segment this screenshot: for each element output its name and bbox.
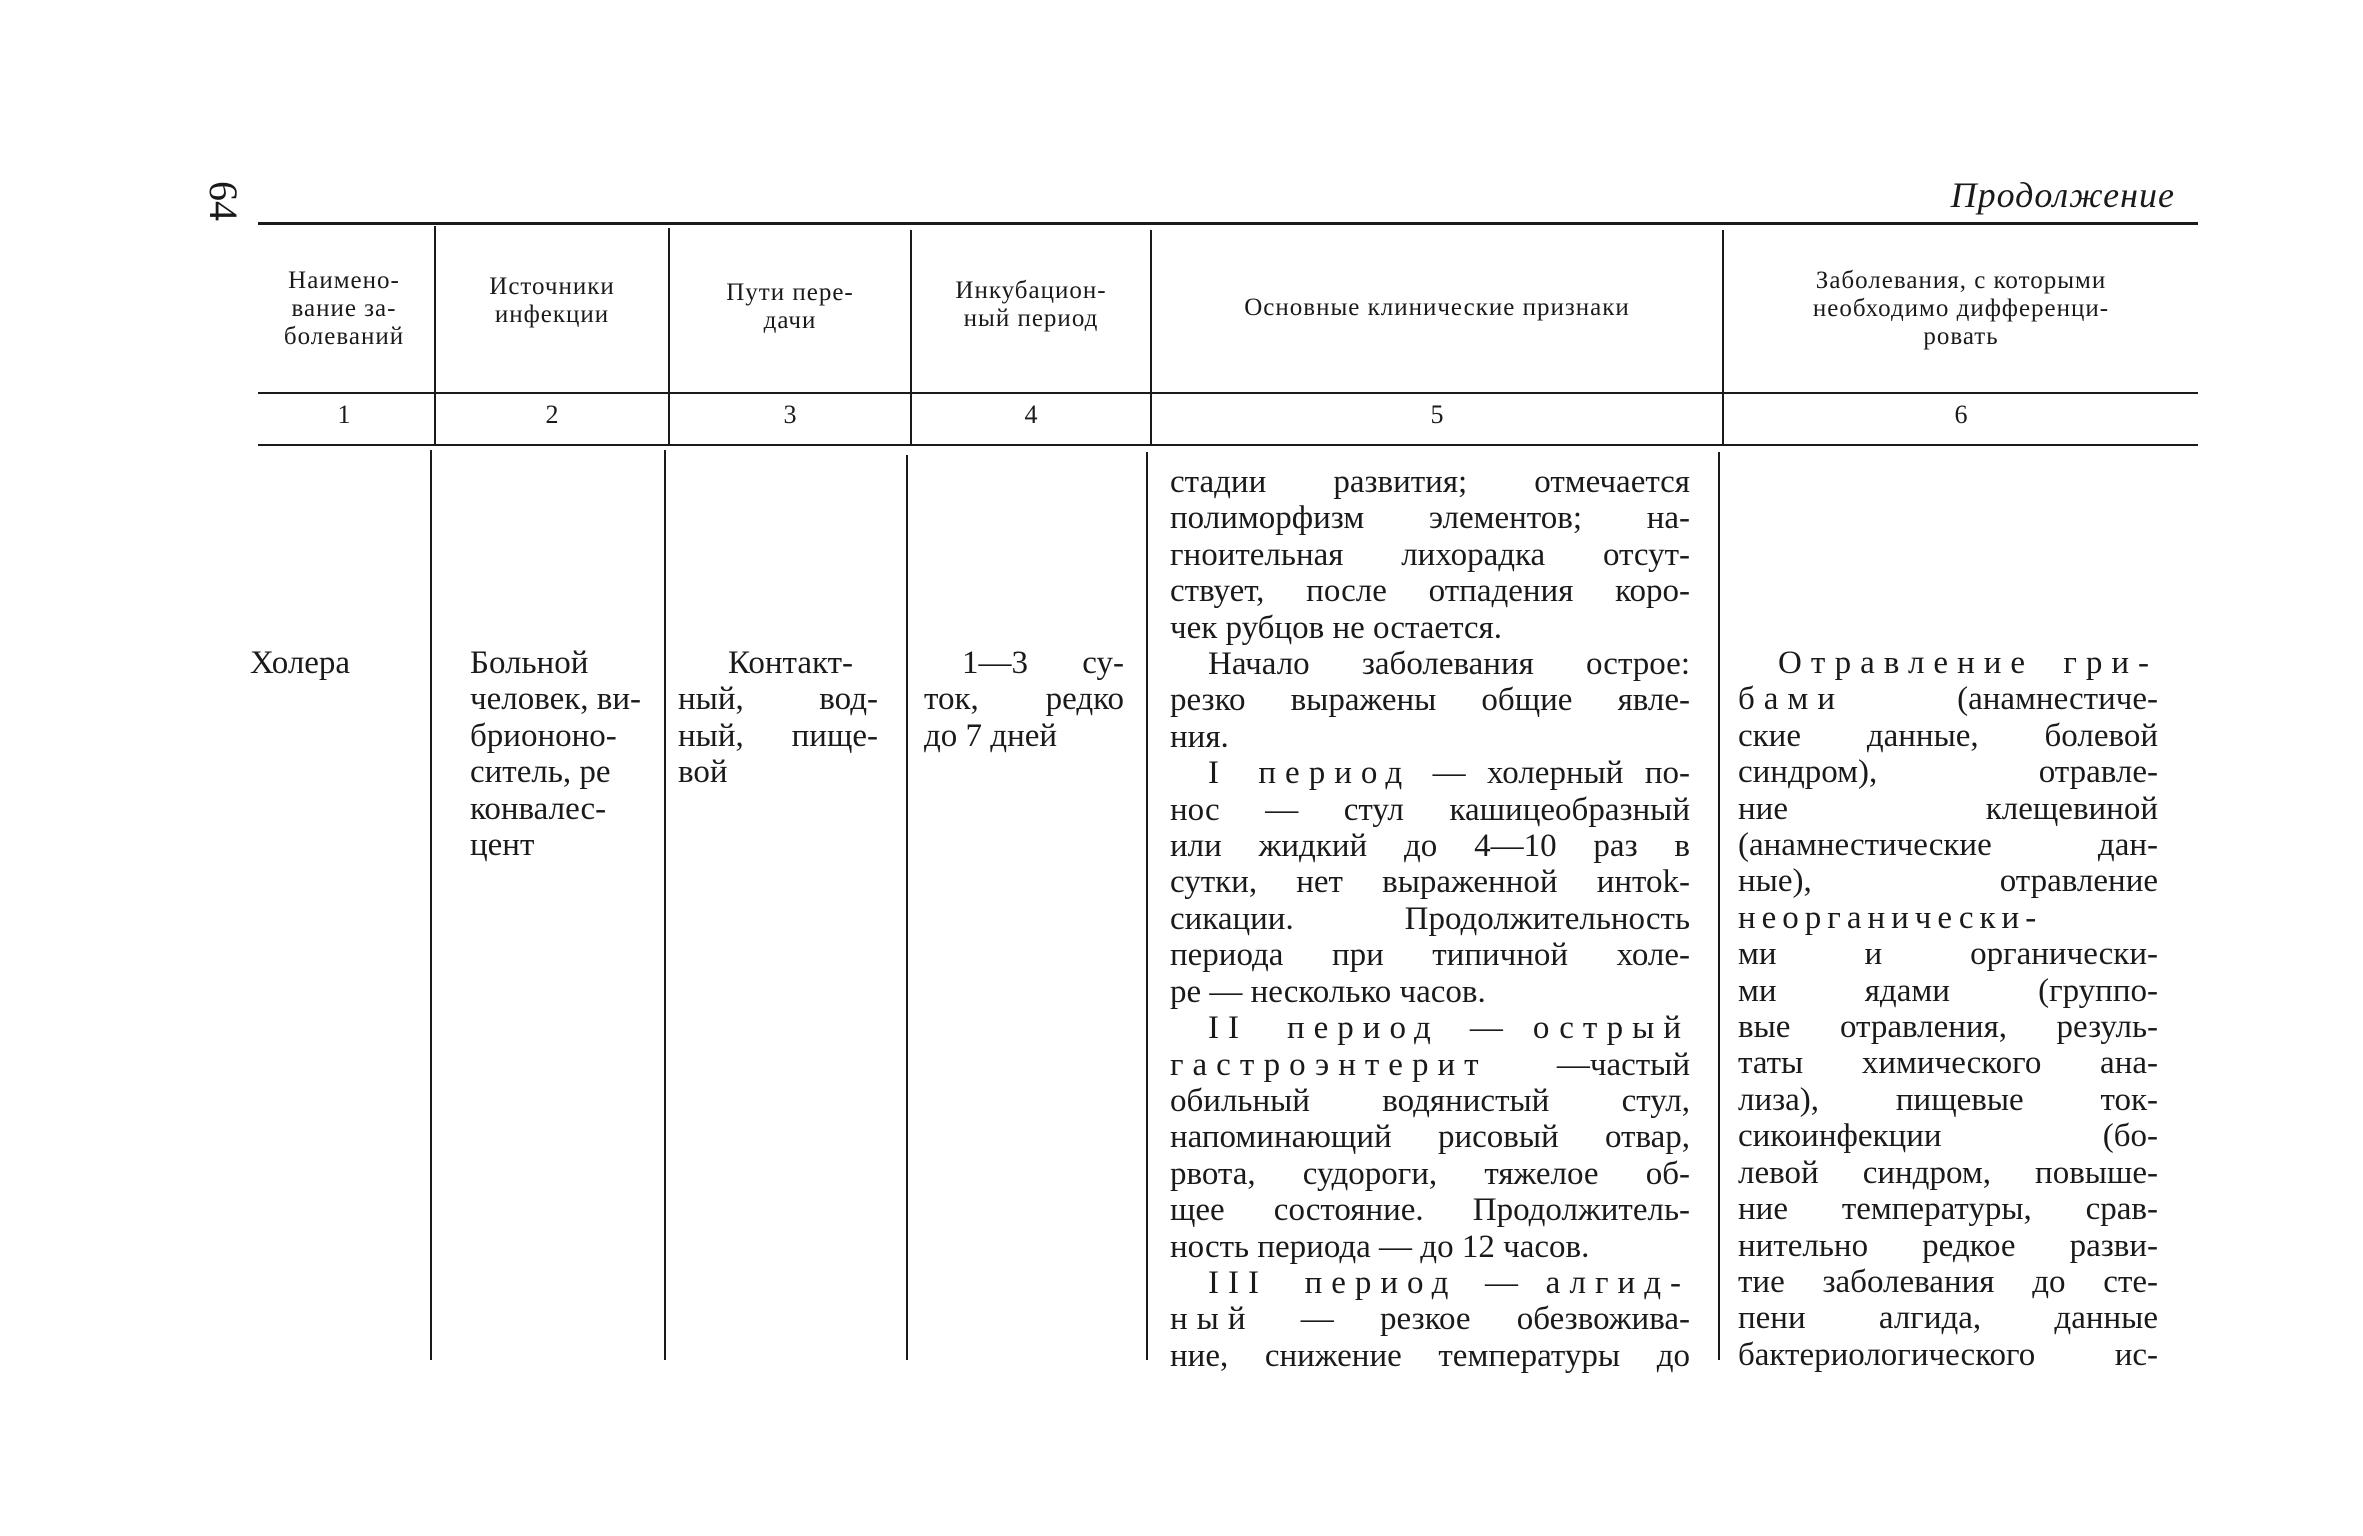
text-line: ситель, ре (470, 754, 611, 791)
header-differential (1724, 264, 2198, 354)
diff-line: ные), отравление (1738, 863, 2158, 900)
text-line: ре — несколько часов. (1170, 973, 1486, 1010)
period-3-after: — резкое обезвожива- (1300, 1301, 1690, 1338)
period-2-label: II период (1208, 1010, 1440, 1047)
dash: — (1485, 1264, 1518, 1301)
diff-line: вые отравления, резуль- (1738, 1009, 2158, 1046)
text-line: напоминающий рисовый отвар, (1170, 1119, 1690, 1156)
header-line: Источники (489, 273, 615, 300)
period-3-name-cont: ный (1170, 1301, 1255, 1338)
column-number: 2 (545, 400, 559, 429)
diff-line: сикоинфекции (бо- (1738, 1118, 2158, 1155)
text-line: 1—3 су- (962, 645, 1124, 681)
text-line: стадии развития; отмечается (1170, 464, 1690, 500)
text-line: щее состояние. Продолжитель- (1170, 1192, 1690, 1229)
header-line: болеваний (283, 323, 405, 350)
header-rule (258, 392, 2198, 394)
text-line: ствует, после отпадения коро- (1170, 573, 1690, 610)
infection-sources (470, 645, 650, 863)
period-3-name: алгид- (1545, 1264, 1690, 1301)
text-line: ность периода — до 12 часов. (1170, 1228, 1590, 1265)
column-number: 1 (337, 400, 351, 429)
text-line: гноительная лихорадка отсут- (1170, 536, 1690, 573)
text-line: ния. (1170, 718, 1229, 755)
diff-line: (анамнестические дан- (1738, 827, 2158, 864)
header-transmission (670, 276, 910, 338)
text-line: человек, ви- (470, 681, 642, 718)
text-line: цент (470, 827, 535, 864)
text-line: вой (678, 754, 728, 791)
period-3-heading (1170, 1265, 1690, 1301)
diff-line: бактериологического ис- (1738, 1336, 2158, 1373)
text-line: Контакт- (728, 645, 854, 681)
text-line: бриононо- (470, 717, 617, 754)
column-divider (1718, 452, 1720, 1360)
text-line: Начало заболевания острое: (1208, 646, 1690, 683)
text-line: периода при типичной холе- (1170, 937, 1690, 974)
incubation-period (924, 645, 1124, 754)
period-2-subheading (1170, 1047, 1690, 1083)
diff-text: (анамнестиче- (1957, 681, 2158, 718)
column-divider (664, 450, 666, 1360)
period-3-label: III период (1208, 1264, 1458, 1301)
diff-line: ние клещевиной (1738, 790, 2158, 827)
header-line: ровать (1923, 323, 1999, 350)
header-line: необходимо дифференци- (1812, 295, 2110, 322)
text-line: конвалес- (470, 790, 607, 827)
text-line: ток, редко (924, 681, 1124, 718)
table-top-rule (258, 222, 2198, 225)
text-line: рвота, судороги, тяжелое об- (1170, 1155, 1690, 1192)
text-line: сутки, нет выраженной интоk- (1170, 864, 1690, 901)
header-line: Пути пере- (726, 279, 854, 306)
period-1-name: холерный по- (1487, 755, 1690, 792)
text-line: ный, вод- (678, 681, 878, 718)
header-line: инфекции (494, 301, 610, 328)
header-line: Инкубацион- (955, 277, 1107, 304)
period-2-name: острый (1532, 1010, 1690, 1047)
column-number: 4 (1024, 400, 1038, 429)
text-line: обильный водянистый стул, (1170, 1082, 1690, 1119)
clinical-signs (1170, 464, 1690, 1374)
text-line: ние, снижение температуры до (1170, 1337, 1690, 1374)
dash: — (1432, 755, 1466, 792)
period-1-label: I период (1208, 755, 1412, 792)
text-line: Больной (470, 645, 589, 681)
diff-line (1738, 681, 2158, 717)
column-number: 5 (1430, 400, 1444, 429)
header-line: ный период (963, 305, 1099, 332)
period-2-after: —частый (1556, 1046, 1690, 1083)
differential-diagnosis (1738, 645, 2158, 1373)
numbers-rule (258, 444, 2198, 446)
column-divider (1146, 452, 1148, 1360)
diff-spaced: Отравление гри- (1778, 645, 2158, 681)
diff-line (1738, 645, 2158, 681)
disease-name: Холера (250, 645, 351, 681)
column-number: 6 (1954, 400, 1968, 429)
page-number: 64 (201, 181, 246, 221)
diff-line: тие заболевания до сте- (1738, 1263, 2158, 1300)
header-line: Наимено- (288, 267, 400, 294)
header-disease-name (258, 264, 430, 354)
diff-line: нительно редкое разви- (1738, 1227, 2158, 1264)
header-clinical (1152, 290, 1722, 326)
column-divider (430, 450, 432, 1360)
text-line: до 7 дней (924, 717, 1058, 754)
text-line: ный, пище- (678, 717, 878, 754)
header-line: Основные клинические признаки (1244, 294, 1630, 321)
header-line: вание за- (291, 295, 397, 322)
continuation-label: Продолжение (1950, 175, 2175, 215)
text-line: нос — стул кашицеобразный (1170, 791, 1690, 828)
diff-line: неорганически- (1738, 899, 2043, 936)
diff-spaced: бами (1738, 681, 1844, 718)
diff-line: пени алгида, данные (1738, 1300, 2158, 1337)
dash: — (1469, 1010, 1503, 1047)
text-line: сикации. Продолжительность (1170, 900, 1690, 937)
diff-line: лиза), пищевые ток- (1738, 1081, 2158, 1118)
text-line: резко выражены общие явле- (1170, 682, 1690, 719)
header-line: дачи (763, 307, 817, 334)
diff-line: ние температуры, срав- (1738, 1191, 2158, 1228)
column-divider (906, 455, 908, 1360)
period-3-subheading (1170, 1301, 1690, 1337)
period-2-heading (1170, 1010, 1690, 1046)
header-sources (436, 270, 668, 332)
header-incubation (912, 274, 1150, 336)
diff-line: таты химического ана- (1738, 1045, 2158, 1082)
text-line: полиморфизм элементов; на- (1170, 500, 1690, 537)
text-line: чек рубцов не остается. (1170, 609, 1502, 646)
period-2-name-cont: гастроэнтерит (1170, 1046, 1488, 1083)
diff-line: левой синдром, повыше- (1738, 1154, 2158, 1191)
column-number: 3 (783, 400, 797, 429)
diff-line: ми ядами (группо- (1738, 972, 2158, 1009)
diff-line: ские данные, болевой (1738, 717, 2158, 754)
text-line: или жидкий до 4—10 раз в (1170, 828, 1690, 865)
diff-line: синдром), отравле- (1738, 754, 2158, 791)
header-line: Заболевания, с которыми (1815, 267, 2107, 294)
diff-line: ми и органически- (1738, 936, 2158, 973)
transmission-routes (678, 645, 878, 791)
period-1-heading (1170, 755, 1690, 791)
